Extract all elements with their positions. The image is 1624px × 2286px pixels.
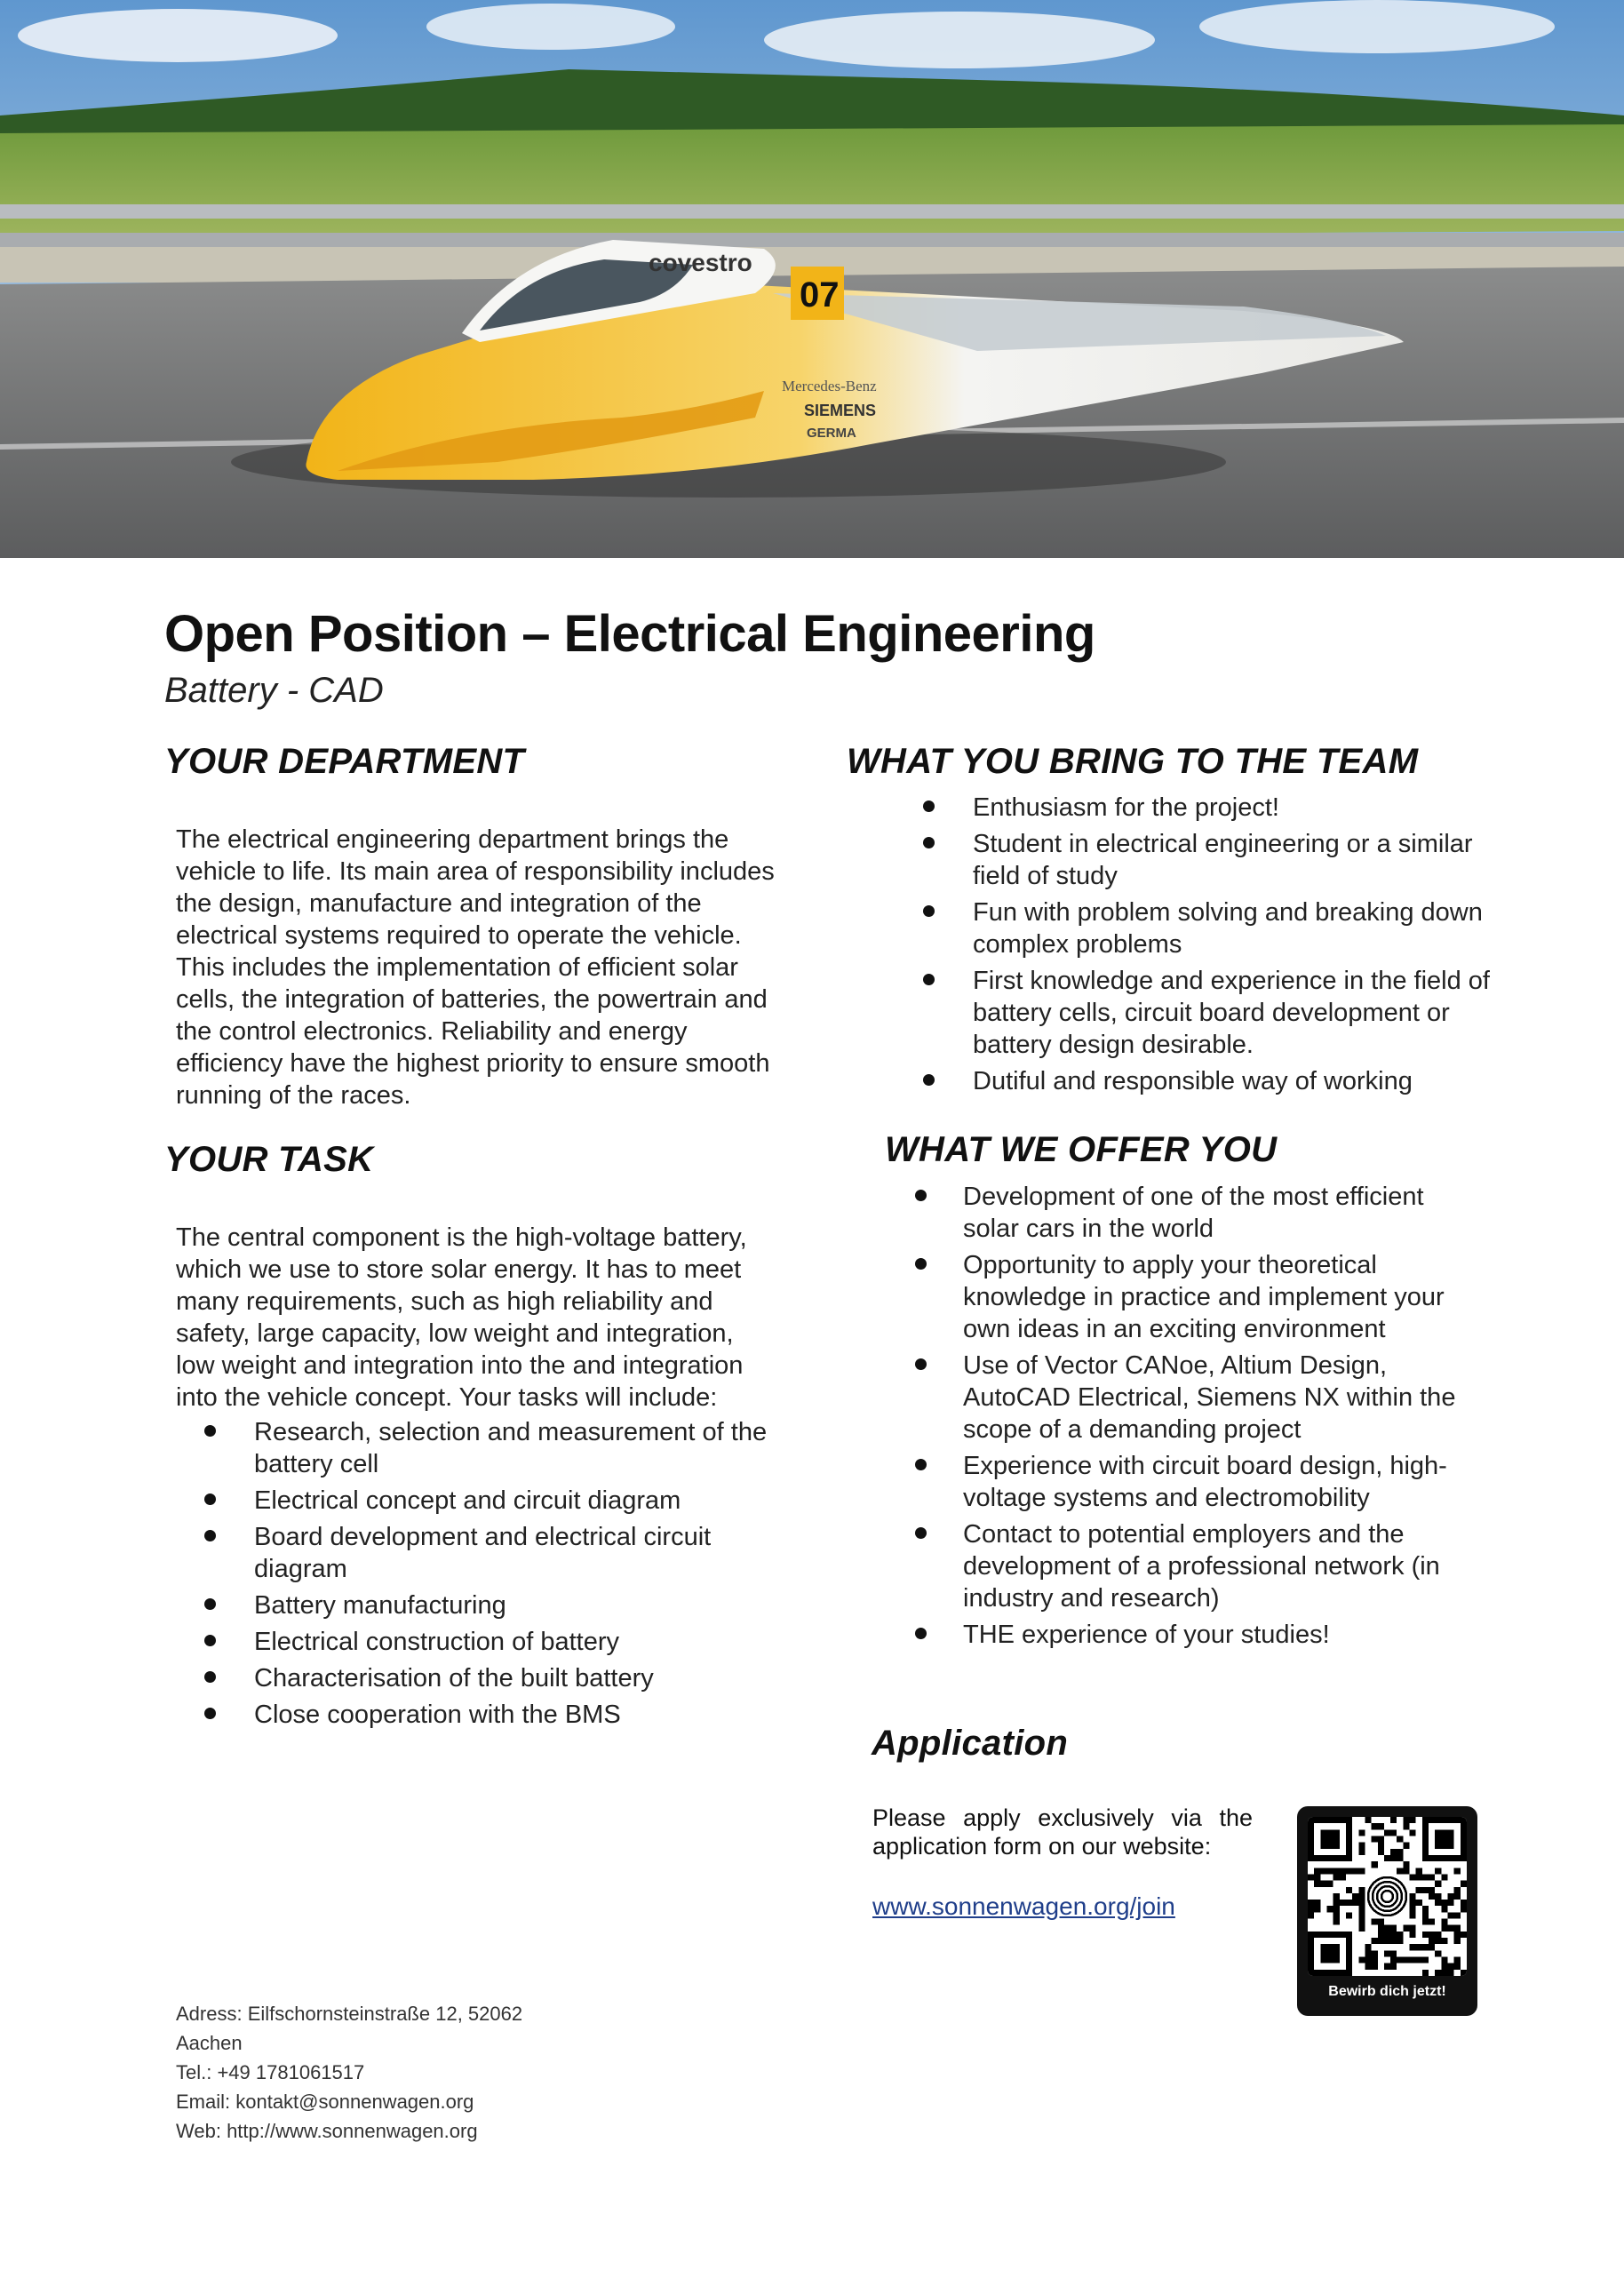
offer-item-line: knowledge in practice and implement your — [963, 1283, 1445, 1311]
task-item-line: Characterisation of the built battery — [254, 1664, 654, 1693]
bullet-icon — [204, 1493, 216, 1505]
offer-item-line: development of a professional network (in — [963, 1552, 1440, 1581]
department-text-line: efficiency have the highest priority to ensure smooth — [176, 1049, 770, 1078]
offer-item-line: Opportunity to apply your theoretical — [963, 1251, 1377, 1279]
task-item-line: diagram — [254, 1555, 347, 1583]
bullet-icon — [204, 1708, 216, 1719]
department-text-line: the design, manufacture and integration of the — [176, 889, 702, 918]
bullet-icon — [923, 905, 935, 917]
bring-item-line: complex problems — [973, 930, 1182, 959]
bullet-icon — [915, 1459, 927, 1470]
offer-item-line: industry and research) — [963, 1584, 1220, 1613]
bullet-icon — [923, 974, 935, 985]
department-text-line: cells, the integration of batteries, the powertrain and — [176, 985, 768, 1014]
department-heading: YOUR DEPARTMENT — [164, 742, 525, 781]
offer-item-line: own ideas in an exciting environment — [963, 1315, 1386, 1343]
contact-address-line2: Aachen — [176, 2032, 243, 2054]
bring-item — [924, 896, 1546, 960]
contact-email: Email: kontakt@sonnenwagen.org — [176, 2091, 474, 2113]
car-sponsor-mercedes: Mercedes-Benz — [782, 378, 877, 394]
bullet-icon — [915, 1628, 927, 1639]
department-text-line: This includes the implementation of efficient solar — [176, 953, 738, 982]
offer-heading: WHAT WE OFFER YOU — [885, 1130, 1278, 1169]
offer-item-line: Contact to potential employers and the — [963, 1520, 1405, 1549]
task-item — [176, 1662, 816, 1694]
bullet-icon — [915, 1527, 927, 1539]
bullet-icon — [915, 1358, 927, 1370]
offer-item — [915, 1350, 1537, 1446]
bullet-icon — [915, 1190, 927, 1201]
task-text-line: safety, large capacity, low weight and integration, — [176, 1319, 734, 1348]
contact-block — [176, 1999, 593, 2146]
task-text-line: low weight and integration into the and integration — [176, 1351, 744, 1380]
bring-item-line: Enthusiasm for the project! — [973, 793, 1279, 822]
task-item — [176, 1699, 816, 1731]
offer-item-line: Development of one of the most efficient — [963, 1183, 1424, 1211]
task-item-line: Board development and electrical circuit — [254, 1523, 712, 1551]
offer-item-line: Experience with circuit board design, high- — [963, 1452, 1447, 1480]
application-heading: Application — [872, 1724, 1069, 1763]
offer-item-line: THE experience of your studies! — [963, 1621, 1330, 1649]
bullet-icon — [915, 1258, 927, 1270]
car-number: 07 — [800, 275, 840, 315]
task-item-line: Electrical construction of battery — [254, 1628, 620, 1656]
hero-image — [0, 0, 1624, 558]
bullet-icon — [204, 1635, 216, 1646]
bullet-icon — [923, 800, 935, 812]
qr-caption: Bewirb dich jetzt! — [1328, 1984, 1446, 1999]
department-text — [176, 824, 816, 1111]
bring-item-line: battery design desirable. — [973, 1031, 1254, 1059]
department-text-line: electrical systems required to operate the vehicle. — [176, 921, 742, 950]
bring-item — [924, 828, 1546, 892]
bring-item-line: Dutiful and responsible way of working — [973, 1067, 1413, 1095]
bullet-icon — [204, 1598, 216, 1610]
task-item — [176, 1485, 816, 1517]
contact-web: Web: http://www.sonnenwagen.org — [176, 2120, 478, 2142]
task-item — [176, 1416, 816, 1480]
department-text-line: the control electronics. Reliability and energy — [176, 1017, 688, 1046]
offer-item-line: solar cars in the world — [963, 1215, 1214, 1243]
task-text — [176, 1222, 816, 1414]
task-heading: YOUR TASK — [164, 1140, 374, 1179]
bring-item-line: Student in electrical engineering or a similar — [973, 830, 1473, 858]
offer-item-line: voltage systems and electromobility — [963, 1484, 1370, 1512]
department-text-line: vehicle to life. Its main area of responsibility includes — [176, 857, 775, 886]
offer-item — [915, 1181, 1537, 1245]
contact-address-line1: Adress: Eilfschornsteinstraße 12, 52062 — [176, 2003, 523, 2025]
offer-item — [915, 1518, 1537, 1614]
bullet-icon — [204, 1530, 216, 1541]
task-item-line: Battery manufacturing — [254, 1591, 506, 1620]
bullet-icon — [923, 837, 935, 848]
qr-code-card[interactable] — [1297, 1806, 1477, 2016]
task-text-line: into the vehicle concept. Your tasks will include: — [176, 1383, 718, 1412]
offer-item-line: Use of Vector CANoe, Altium Design, — [963, 1351, 1388, 1380]
bring-list — [924, 792, 1546, 1102]
bring-item-line: field of study — [973, 862, 1118, 890]
bring-item — [924, 792, 1546, 824]
task-item-line: Research, selection and measurement of the — [254, 1418, 768, 1446]
task-text-line: The central component is the high-voltage battery, — [176, 1223, 747, 1252]
task-text-line: many requirements, such as high reliability and — [176, 1287, 713, 1316]
offer-item-line: scope of a demanding project — [963, 1415, 1302, 1444]
bring-item-line: battery cells, circuit board development or — [973, 999, 1450, 1027]
bullet-icon — [204, 1671, 216, 1683]
task-item-line: battery cell — [254, 1450, 379, 1478]
offer-item — [915, 1450, 1537, 1514]
task-item — [176, 1589, 816, 1621]
contact-tel: Tel.: +49 1781061517 — [176, 2061, 365, 2083]
bring-item — [924, 1065, 1546, 1097]
task-text-line: which we use to store solar energy. It has to meet — [176, 1255, 742, 1284]
bullet-icon — [923, 1074, 935, 1086]
bring-item-line: First knowledge and experience in the field of — [973, 967, 1490, 995]
application-link[interactable]: www.sonnenwagen.org/join — [872, 1892, 1175, 1920]
task-item — [176, 1521, 816, 1585]
bullet-icon — [204, 1425, 216, 1437]
bring-item-line: Fun with problem solving and breaking down — [973, 898, 1483, 927]
application-text: Please apply exclusively via the application form on our website: — [872, 1804, 1253, 1860]
task-item-line: Close cooperation with the BMS — [254, 1701, 621, 1729]
department-text-line: The electrical engineering department brings the — [176, 825, 729, 854]
department-text-line: running of the races. — [176, 1081, 411, 1110]
task-list — [176, 1416, 816, 1735]
offer-item — [915, 1619, 1537, 1651]
car-sponsor-germa: GERMA — [807, 426, 856, 441]
qr-code — [1308, 1817, 1467, 1976]
offer-item — [915, 1249, 1537, 1345]
offer-item-line: AutoCAD Electrical, Siemens NX within the — [963, 1383, 1456, 1412]
task-item — [176, 1626, 816, 1658]
task-item-line: Electrical concept and circuit diagram — [254, 1486, 681, 1515]
offer-list — [915, 1181, 1537, 1655]
bring-heading: WHAT YOU BRING TO THE TEAM — [847, 742, 1419, 781]
bring-item — [924, 965, 1546, 1061]
car-brand: covestro — [649, 249, 752, 276]
page-title: Open Position – Electrical Engineering — [164, 605, 1095, 663]
car-sponsor-siemens: SIEMENS — [804, 402, 877, 419]
page-subtitle: Battery - CAD — [164, 671, 384, 710]
